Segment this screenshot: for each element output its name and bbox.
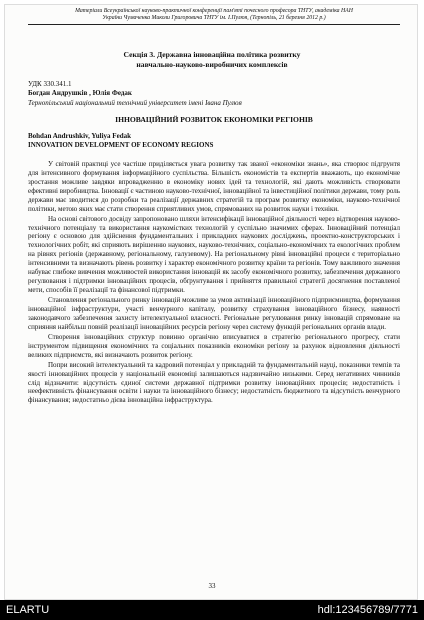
paragraph: Становлення регіонального ринку інновацій можливе за умов активізації інноваційного підприємництва, формування інноваційної інфраструктури, участі венчурного капіталу, розвитку страхування інноваційного бізнесу, наявності законодавчого забезпечення захисту інтелектуальної власності. Регіональне регулювання ринку інновацій спрямоване на сприяння найбільш повній реалізації інноваційних ресурсів регіону через систему функцій регіональних органів влади. xyxy=(28,295,400,331)
page-number: 33 xyxy=(208,582,216,590)
paragraph: У світовій практиці усе частіше приділяється увага розвитку так званої «економіки знань», яка створює підгрунтя для інтенсивного формування інформаційного суспільства. Більшість економістів та експертів вважають, що економічне зростання можливе завдяки впровадженню в економіку нових ідей та технологій, які дають можливість створювати ефективні виробництва. Інновації є частиною науково-технічної, інноваційної та інвестиційної політики держави, тому роль держави має зводитися до розробки та реалізації державних стратегій та програм розвитку економіки, науково-технічної політики, метою яких має стати створення сприятливих умов, спрямованих на розвиток науки і техніки. xyxy=(28,160,400,213)
udc-code: УДК 330.341.1 xyxy=(28,80,72,88)
authors-en: Bohdan Andrushkiv, Yuliya Fedak xyxy=(28,132,131,140)
paragraph: Створення інноваційних структур повинно органічно вписуватися в стратегію регіонального прогресу, стати інструментом підвищення економічних та соціальних показників економіки регіону за рахунок відновлення діяльності великих підприємств, які визначають розвиток регіону. xyxy=(28,332,400,359)
header-line-1: Матеріали Всеукраїнської науково-практичної конференції пам'яті почесного професора ТНТУ, академіка НАН xyxy=(75,8,353,14)
paragraph: Попри високий інтелектуальний та кадровий потенціал у прикладній та фундаментальній науці, показники темпів та якості інноваційних процесів у національній економіці залишаються надзвичайно низькими. Серед негативних чинників слід відзначити: відсутність єдиної системи державної підтримки розвитку інноваційних процесів; недостатність і неефективність фінансування освіти і науки та інноваційного бізнесу; недостатність бюджетного та відсутність венчурного фінансування; недостатньо дієва інноваційна інфраструктура. xyxy=(28,360,400,405)
section-title-line-2: навчально-науково-виробничих комплексів xyxy=(136,60,288,69)
article-title-uk: ІННОВАЦІЙНИЙ РОЗВИТОК ЕКОНОМІКИ РЕГІОНІВ xyxy=(115,115,313,124)
article-title-en: INNOVATION DEVELOPMENT OF ECONOMY REGIONS xyxy=(28,141,214,149)
section-title-line-1: Секція 3. Державна інноваційна політика розвитку xyxy=(123,50,301,59)
header-rule xyxy=(28,24,400,25)
paragraph: На основі світового досвіду запропоновано шляхи інтенсифікації інноваційної діяльності через відтворення науково-технічного потенціалу та використання наукомістких технологій у суспільно значимих сферах. Інноваційний потенціал регіону є основою для здійснення фундаментальних і прикладних наукових досліджень, проектно-конструкторських і технологічних робіт, які сприяють вирішенню наукових, науково-технічних, соціально-економічних та екологічних проблем на рівнях регіонів (державному, регіональному, галузевому). На регіональному рівні інноваційні процеси є територіально інтенсивними та визначають рівень розвитку і характер економічного розвитку країни та регіонів. Тому важливого значення набуває глибоке вивчення можливостей використання інновацій як засобу економічного розвитку, забезпечення державного регулювання і підтримки інноваційних процесів, обґрунтування і прийняття правильної стратегії досягнення поставленої мети, способів її реалізації та фінансової підтримки. xyxy=(28,214,400,294)
header-line-2: України Чумаченка Миколи Григоровича ТНТУ ім. І.Пулюя, (Тернопіль, 21 березня 2012 р.) xyxy=(102,15,326,21)
section-title xyxy=(40,50,384,70)
affiliation: Тернопільський національний технічний університет імені Івана Пулюя xyxy=(28,99,242,107)
status-bar xyxy=(0,600,424,620)
repository-name: ELARTU xyxy=(6,604,50,616)
handle-id: hdl:123456789/7771 xyxy=(317,604,418,616)
article-body xyxy=(28,160,400,406)
authors-uk: Богдан Андрушків , Юлія Федак xyxy=(28,89,132,97)
running-header xyxy=(28,8,400,22)
